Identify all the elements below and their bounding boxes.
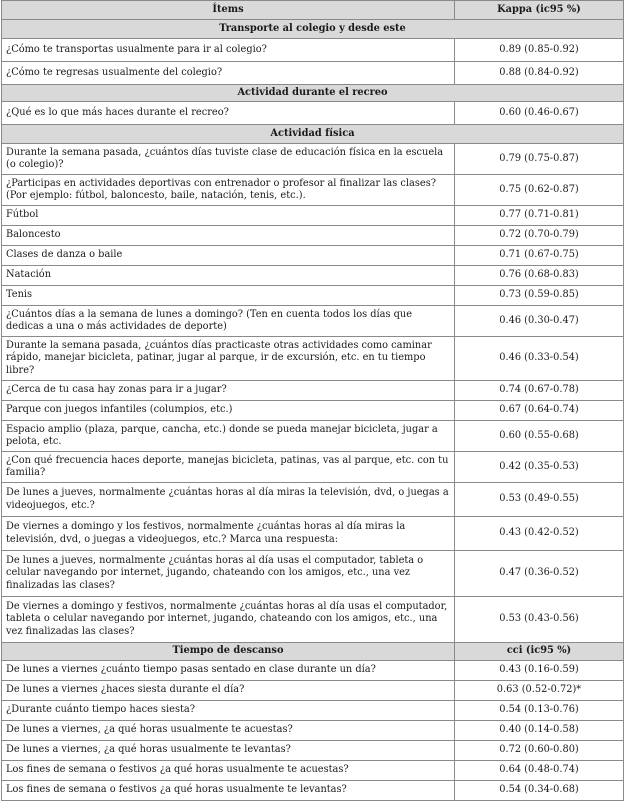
- value-cell: 0.53 (0.49-0.55): [455, 483, 624, 517]
- table-row: [2, 286, 624, 306]
- table-row: [2, 483, 624, 517]
- item-cell: De lunes a jueves, normalmente ¿cuántas horas al día miras la televisión, dvd, o juegas a videojuegos, etc.?: [2, 483, 455, 517]
- item-cell: De lunes a viernes ¿haces siesta durante el día?: [2, 681, 455, 701]
- table-row: [2, 266, 624, 286]
- value-cell: 0.73 (0.59-0.85): [455, 286, 624, 306]
- section-row: [2, 125, 624, 144]
- item-cell: De viernes a domingo y los festivos, normalmente ¿cuántas horas al día miras la televisión, dvd, o juegas a videojuegos, etc.? Marca una respuesta:: [2, 517, 455, 551]
- value-cell: 0.54 (0.34-0.68): [455, 781, 624, 801]
- item-cell: De lunes a jueves, normalmente ¿cuántas horas al día usas el computador, tableta o celular navegando por internet, jugando, chateando con los amigos, etc., una vez finalizadas las clases?: [2, 551, 455, 597]
- item-cell: ¿Qué es lo que más haces durante el recreo?: [2, 102, 455, 125]
- table-row: [2, 517, 624, 551]
- value-cell: 0.54 (0.13-0.76): [455, 701, 624, 721]
- table-row: [2, 62, 624, 85]
- table-row: [2, 781, 624, 801]
- value-cell: 0.46 (0.33-0.54): [455, 337, 624, 381]
- table-row: [2, 597, 624, 643]
- value-cell: 0.60 (0.55-0.68): [455, 421, 624, 452]
- item-cell: De lunes a viernes, ¿a qué horas usualmente te acuestas?: [2, 721, 455, 741]
- table-row: [2, 206, 624, 226]
- table-row: [2, 39, 624, 62]
- table-row: [2, 175, 624, 206]
- value-cell: 0.79 (0.75-0.87): [455, 144, 624, 175]
- item-cell: Durante la semana pasada, ¿cuántos días tuviste clase de educación física en la escuela (o colegio)?: [2, 144, 455, 175]
- table-row: [2, 551, 624, 597]
- value-cell: 0.88 (0.84-0.92): [455, 62, 624, 85]
- value-cell: 0.71 (0.67-0.75): [455, 246, 624, 266]
- item-cell: Tenis: [2, 286, 455, 306]
- item-cell: Espacio amplio (plaza, parque, cancha, etc.) donde se pueda manejar bicicleta, jugar a pelota, etc.: [2, 421, 455, 452]
- section-row: [2, 643, 624, 661]
- table-row: [2, 381, 624, 401]
- table-row: [2, 246, 624, 266]
- section-row: [2, 85, 624, 102]
- item-cell: ¿Con qué frecuencia haces deporte, manejas bicicleta, patinas, vas al parque, etc. con tu familia?: [2, 452, 455, 483]
- kappa-column-header: Kappa (ic95 %): [455, 1, 624, 20]
- table-row: [2, 337, 624, 381]
- value-cell: 0.89 (0.85-0.92): [455, 39, 624, 62]
- item-cell: De viernes a domingo y festivos, normalmente ¿cuántas horas al día usas el computador, tableta o celular navegando por internet, jugando, chateando con los amigos, etc., una vez finalizadas las clases?: [2, 597, 455, 643]
- value-cell: 0.47 (0.36-0.52): [455, 551, 624, 597]
- value-cell: 0.64 (0.48-0.74): [455, 761, 624, 781]
- item-cell: Baloncesto: [2, 226, 455, 246]
- table-row: [2, 144, 624, 175]
- table-row: [2, 661, 624, 681]
- value-cell: 0.46 (0.30-0.47): [455, 306, 624, 337]
- section-title: Tiempo de descanso: [2, 643, 455, 661]
- value-cell: 0.40 (0.14-0.58): [455, 721, 624, 741]
- value-cell: 0.60 (0.46-0.67): [455, 102, 624, 125]
- header-row: [2, 1, 624, 20]
- item-cell: ¿Cuántos días a la semana de lunes a domingo? (Ten en cuenta todos los días que dedicas a una o más actividades de deporte): [2, 306, 455, 337]
- table-row: [2, 421, 624, 452]
- table-row: [2, 306, 624, 337]
- item-cell: De lunes a viernes ¿cuánto tiempo pasas sentado en clase durante un día?: [2, 661, 455, 681]
- section-title: Actividad durante el recreo: [2, 85, 624, 102]
- value-cell: 0.63 (0.52-0.72)*: [455, 681, 624, 701]
- item-cell: ¿Cerca de tu casa hay zonas para ir a jugar?: [2, 381, 455, 401]
- item-cell: ¿Cómo te transportas usualmente para ir al colegio?: [2, 39, 455, 62]
- item-cell: De lunes a viernes, ¿a qué horas usualmente te levantas?: [2, 741, 455, 761]
- item-cell: Los fines de semana o festivos ¿a qué horas usualmente te acuestas?: [2, 761, 455, 781]
- value-cell: 0.42 (0.35-0.53): [455, 452, 624, 483]
- value-cell: 0.74 (0.67-0.78): [455, 381, 624, 401]
- item-cell: Parque con juegos infantiles (columpios, etc.): [2, 401, 455, 421]
- item-cell: ¿Participas en actividades deportivas con entrenador o profesor al finalizar las clases? (Por ejemplo: fútbol, baloncesto, baile, natación, tenis, etc.).: [2, 175, 455, 206]
- item-cell: Durante la semana pasada, ¿cuántos días practicaste otras actividades como caminar rápido, manejar bicicleta, patinar, jugar al parque, ir de excursión, etc. en tu tiempo libre?: [2, 337, 455, 381]
- value-cell: 0.53 (0.43-0.56): [455, 597, 624, 643]
- value-cell: 0.43 (0.16-0.59): [455, 661, 624, 681]
- value-cell: 0.67 (0.64-0.74): [455, 401, 624, 421]
- section-title: Transporte al colegio y desde este: [2, 20, 624, 39]
- value-cell: 0.43 (0.42-0.52): [455, 517, 624, 551]
- section-subheader: cci (ic95 %): [455, 643, 624, 661]
- table-row: [2, 761, 624, 781]
- value-cell: 0.77 (0.71-0.81): [455, 206, 624, 226]
- table-row: [2, 401, 624, 421]
- table-row: [2, 741, 624, 761]
- section-title: Actividad física: [2, 125, 624, 144]
- table-row: [2, 102, 624, 125]
- value-cell: 0.75 (0.62-0.87): [455, 175, 624, 206]
- item-cell: Los fines de semana o festivos ¿a qué horas usualmente te levantas?: [2, 781, 455, 801]
- items-column-header: Ítems: [2, 1, 455, 20]
- table-row: [2, 701, 624, 721]
- item-cell: Natación: [2, 266, 455, 286]
- item-cell: ¿Cómo te regresas usualmente del colegio?: [2, 62, 455, 85]
- item-cell: Clases de danza o baile: [2, 246, 455, 266]
- value-cell: 0.72 (0.70-0.79): [455, 226, 624, 246]
- table-row: [2, 681, 624, 701]
- table-row: [2, 226, 624, 246]
- value-cell: 0.72 (0.60-0.80): [455, 741, 624, 761]
- value-cell: 0.76 (0.68-0.83): [455, 266, 624, 286]
- table-row: [2, 452, 624, 483]
- kappa-table: [1, 0, 624, 801]
- item-cell: Fútbol: [2, 206, 455, 226]
- item-cell: ¿Durante cuánto tiempo haces siesta?: [2, 701, 455, 721]
- section-row: [2, 20, 624, 39]
- table-row: [2, 721, 624, 741]
